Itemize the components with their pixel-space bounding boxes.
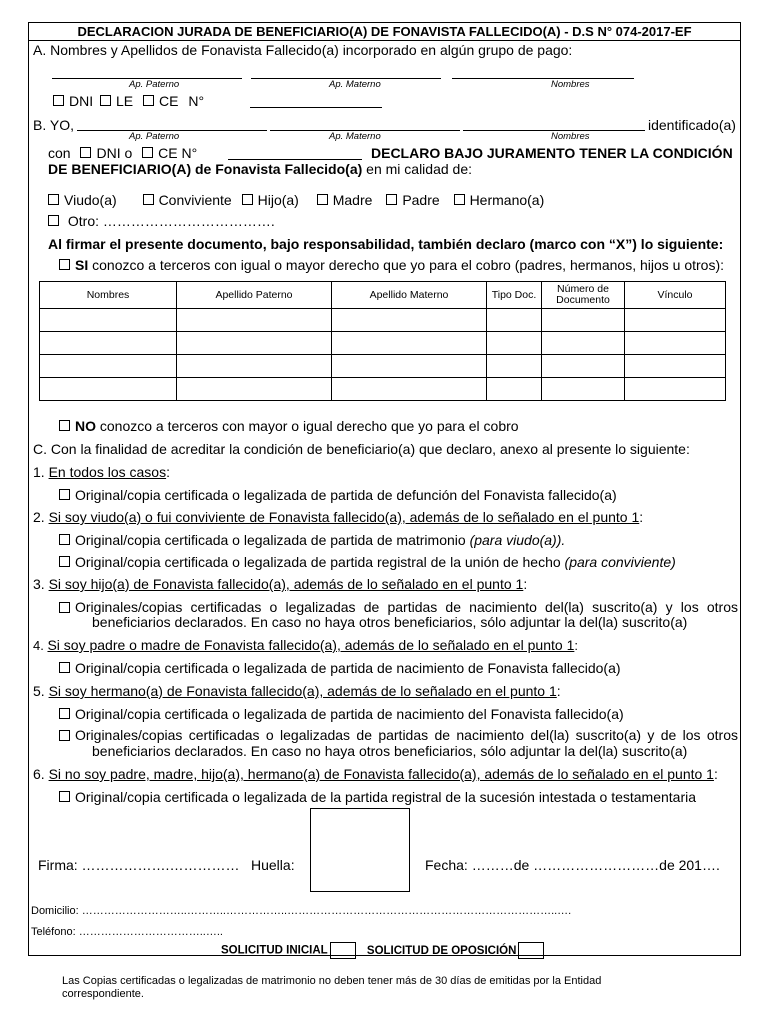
- no-row: [59, 418, 519, 434]
- hermano-checkbox[interactable]: [454, 194, 465, 205]
- si-checkbox[interactable]: [59, 259, 70, 270]
- b-declaro-line2: [48, 161, 472, 177]
- item-2b-checkbox[interactable]: [59, 556, 70, 567]
- item-2-title: Si soy viudo(a) o fui conviviente de Fonavista fallecido(a), además de lo señalado en el punto 1: [48, 509, 640, 525]
- table-row: [40, 332, 726, 355]
- section-c-heading: C. Con la finalidad de acreditar la condición de beneficiario(a) que declaro, anexo al presente lo siguiente:: [33, 441, 690, 457]
- a-nombres-field[interactable]: [452, 78, 634, 79]
- th-nombres: Nombres: [40, 282, 177, 309]
- a-label-paterno: Ap. Paterno: [129, 79, 180, 90]
- table-cell[interactable]: [625, 332, 726, 355]
- table-cell[interactable]: [177, 378, 332, 401]
- item-1-text: Original/copia certificada o legalizada de partida de defunción del Fonavista fallecido(a): [75, 487, 617, 503]
- padre-label: Padre: [402, 192, 440, 208]
- item-5a-checkbox[interactable]: [59, 708, 70, 719]
- table-row: [40, 378, 726, 401]
- fecha-field[interactable]: Fecha: ………de ………………………de 201….: [425, 857, 720, 873]
- domicilio-field[interactable]: Domicilio: ………………………..………..……………..………………………………………………………………..….: [31, 905, 572, 917]
- form-title: DECLARACION JURADA DE BENEFICIARIO(A) DE FONAVISTA FALLECIDO(A) - D.S N° 074-2017-EF: [29, 23, 740, 41]
- item-4-text: Original/copia certificada o legalizada de partida de nacimiento de Fonavista fallecido(a): [75, 660, 621, 676]
- item-3-title: Si soy hijo(a) de Fonavista fallecido(a), además de lo señalado en el punto 1: [48, 576, 524, 592]
- solicitud-inicial-box[interactable]: [330, 942, 356, 959]
- a-doc-options: [53, 93, 204, 109]
- table-cell[interactable]: [332, 355, 487, 378]
- b-yo: B. YO,: [33, 117, 74, 133]
- conviviente-checkbox[interactable]: [143, 194, 154, 205]
- table-cell[interactable]: [177, 355, 332, 378]
- no-label: NO: [75, 418, 96, 434]
- item-3-text-1: Originales/copias certificadas o legalizadas de partidas de nacimiento del(la) suscrito(a) y los otros: [75, 599, 738, 615]
- padre-checkbox[interactable]: [386, 194, 397, 205]
- table-row: [40, 355, 726, 378]
- table-cell[interactable]: [40, 378, 177, 401]
- item-2a-option: [59, 532, 565, 548]
- b-doc-num-field[interactable]: [228, 159, 362, 160]
- huella-label: Huella:: [251, 857, 295, 873]
- item-4-number: 4.: [33, 638, 44, 653]
- section-a-heading: A. Nombres y Apellidos de Fonavista Fallecido(a) incorporado en algún grupo de pago:: [33, 42, 573, 58]
- item-1-heading: 1. En todos los casos:: [33, 464, 170, 480]
- third-parties-table: [39, 281, 726, 401]
- a-dni-label: DNI: [69, 93, 94, 109]
- viudo-checkbox[interactable]: [48, 194, 59, 205]
- b-calidad: en mi calidad de:: [366, 161, 472, 177]
- a-le-label: LE: [116, 93, 134, 109]
- item-6-text: Original/copia certificada o legalizada de la partida registral de la sucesión intestada o testamentaria: [75, 789, 697, 805]
- otro-label: Otro: ……………………………….: [67, 213, 275, 229]
- footnote: Las Copias certificadas o legalizadas de matrimonio no deben tener más de 30 días de emitidas por la Entidad correspondiente.: [62, 975, 602, 1000]
- a-le-checkbox[interactable]: [100, 95, 111, 106]
- table-cell[interactable]: [542, 309, 625, 332]
- no-text: conozco a terceros con mayor o igual derecho que yo para el cobro: [99, 418, 519, 434]
- si-text: conozco a terceros con igual o mayor derecho que yo para el cobro (padres, hermanos, hijos u otros):: [92, 257, 725, 273]
- solicitud-row: [221, 942, 544, 959]
- table-cell[interactable]: [332, 332, 487, 355]
- a-doc-num-field[interactable]: [250, 107, 382, 108]
- item-5-title: Si soy hermano(a) de Fonavista fallecido(a), además de lo señalado en el punto 1: [48, 683, 557, 699]
- solicitud-oposicion-box[interactable]: [518, 942, 544, 959]
- item-3-number: 3.: [33, 576, 45, 592]
- madre-checkbox[interactable]: [317, 194, 328, 205]
- item-2a-checkbox[interactable]: [59, 534, 70, 545]
- b-declaro-bold: DE BENEFICIARIO(A) de Fonavista Fallecido(a): [48, 161, 363, 177]
- item-6-checkbox[interactable]: [59, 791, 70, 802]
- item-3-heading: 3. Si soy hijo(a) de Fonavista fallecido(a), además de lo señalado en el punto 1:: [33, 576, 528, 592]
- item-5a-text: Original/copia certificada o legalizada de partida de nacimiento del Fonavista fallecido(a): [75, 706, 624, 722]
- declaration-form: [28, 22, 741, 956]
- otro-row: [48, 213, 275, 229]
- table-cell[interactable]: [542, 378, 625, 401]
- b-label-materno: Ap. Materno: [329, 131, 381, 142]
- firmar-statement: Al firmar el presente documento, bajo responsabilidad, también declaro (marco con “X”) lo siguiente:: [48, 236, 724, 252]
- b-doc-row: [48, 145, 197, 161]
- item-3-checkbox[interactable]: [59, 602, 70, 613]
- item-5b-checkbox[interactable]: [59, 730, 70, 741]
- item-5b-text-2: beneficiarios declarados. En caso no haya otros beneficiarios, sólo adjuntar la del(la) suscrito(a): [92, 743, 688, 759]
- a-label-nombres: Nombres: [551, 79, 590, 90]
- th-numero-documento: Número de Documento: [542, 282, 625, 309]
- table-cell[interactable]: [625, 378, 726, 401]
- hijo-checkbox[interactable]: [242, 194, 253, 205]
- b-ce-n: CE N°: [158, 145, 198, 161]
- table-cell[interactable]: [177, 332, 332, 355]
- item-6-option: [59, 789, 696, 805]
- item-5-number: 5.: [33, 683, 45, 699]
- table-cell[interactable]: [625, 309, 726, 332]
- b-ce-checkbox[interactable]: [142, 147, 153, 158]
- solicitud-oposicion-label: SOLICITUD DE OPOSICIÓN: [366, 944, 517, 957]
- item-6-heading: 6. Si no soy padre, madre, hijo(a), hermano(a) de Fonavista fallecido(a), además de lo señalado en el punto 1:: [33, 766, 718, 782]
- si-label: SI: [75, 257, 89, 273]
- th-apellido-materno: Apellido Materno: [332, 282, 487, 309]
- si-row: [59, 257, 724, 273]
- table-header-row: [40, 282, 726, 309]
- table-cell[interactable]: [487, 332, 542, 355]
- item-5-heading: 5. Si soy hermano(a) de Fonavista fallecido(a), además de lo señalado en el punto 1:: [33, 683, 561, 699]
- telefono-field[interactable]: Teléfono: ……………………………..…..: [31, 926, 223, 938]
- solicitud-inicial-label: SOLICITUD INICIAL: [221, 944, 328, 957]
- hijo-label: Hijo(a): [257, 192, 299, 208]
- table-cell[interactable]: [487, 378, 542, 401]
- table-cell[interactable]: [177, 309, 332, 332]
- huella-box[interactable]: [310, 808, 410, 892]
- b-identificado: identificado(a): [648, 117, 736, 133]
- item-4-heading: 4. Si soy padre o madre de Fonavista fallecido(a), además de lo señalado en el punto 1:: [33, 637, 578, 653]
- b-label-nombres: Nombres: [551, 131, 590, 142]
- a-dni-checkbox[interactable]: [53, 95, 64, 106]
- item-1-title: En todos los casos: [48, 464, 167, 480]
- item-2-number: 2.: [33, 509, 45, 525]
- table-cell[interactable]: [40, 332, 177, 355]
- a-ce-checkbox[interactable]: [143, 95, 154, 106]
- viudo-label: Viudo(a): [64, 192, 117, 208]
- item-1-checkbox[interactable]: [59, 489, 70, 500]
- item-4-title: Si soy padre o madre de Fonavista fallecido(a), además de lo señalado en el punto 1: [47, 637, 575, 653]
- item-2a-text: Original/copia certificada o legalizada de partida de matrimonio: [75, 532, 466, 548]
- table-cell[interactable]: [332, 309, 487, 332]
- th-apellido-paterno: Apellido Paterno: [177, 282, 332, 309]
- a-ce-label: CE: [159, 93, 179, 109]
- item-2-heading: 2. Si soy viudo(a) o fui conviviente de Fonavista fallecido(a), además de lo señalado en el punto 1:: [33, 509, 644, 525]
- item-2b-text: Original/copia certificada o legalizada de partida registral de la unión de hecho: [75, 554, 561, 570]
- firma-field[interactable]: Firma: ……………….……………: [38, 857, 240, 873]
- item-3-text-2: beneficiarios declarados. En caso no haya otros beneficiarios, sólo adjuntar la del(la) suscrito(a): [92, 614, 688, 630]
- item-5a-option: [59, 706, 624, 722]
- item-3-checkbox-wrap: [59, 600, 75, 616]
- item-6-number: 6.: [33, 766, 45, 782]
- item-1-number: 1.: [33, 464, 45, 480]
- a-label-materno: Ap. Materno: [329, 79, 381, 90]
- table-cell[interactable]: [487, 355, 542, 378]
- item-2a-note: (para viudo(a)).: [469, 532, 566, 548]
- item-2b-option: [59, 554, 676, 570]
- b-con: con: [48, 145, 71, 161]
- item-6-title: Si no soy padre, madre, hijo(a), hermano(a) de Fonavista fallecido(a), además de lo señalado en el punto 1: [48, 766, 714, 782]
- item-4-checkbox[interactable]: [59, 662, 70, 673]
- table-cell[interactable]: [542, 355, 625, 378]
- item-2b-note: (para conviviente): [564, 554, 676, 570]
- item-1-option: [59, 487, 617, 503]
- item-4-option: [59, 660, 621, 676]
- relation-options: [48, 192, 544, 208]
- b-dni-o: DNI o: [96, 145, 133, 161]
- table-cell[interactable]: [625, 355, 726, 378]
- table-cell[interactable]: [487, 309, 542, 332]
- b-declaro-line1: DECLARO BAJO JURAMENTO TENER LA CONDICIÓN: [371, 145, 733, 161]
- b-dni-checkbox[interactable]: [80, 147, 91, 158]
- item-5b-text-1: Originales/copias certificadas o legalizadas de partidas de nacimiento del(la) suscrito(a) y de los otros: [75, 727, 738, 743]
- table-row: [40, 309, 726, 332]
- table-cell[interactable]: [332, 378, 487, 401]
- no-checkbox[interactable]: [59, 420, 70, 431]
- a-doc-num-label: N°: [188, 93, 205, 109]
- madre-label: Madre: [332, 192, 373, 208]
- table-cell[interactable]: [40, 355, 177, 378]
- th-tipo-doc: Tipo Doc.: [487, 282, 542, 309]
- th-vinculo: Vínculo: [625, 282, 726, 309]
- table-cell[interactable]: [542, 332, 625, 355]
- otro-checkbox[interactable]: [48, 215, 59, 226]
- b-label-paterno: Ap. Paterno: [129, 131, 180, 142]
- hermano-label: Hermano(a): [469, 192, 545, 208]
- item-5b-checkbox-wrap: [59, 728, 75, 744]
- table-cell[interactable]: [40, 309, 177, 332]
- conviviente-label: Conviviente: [158, 192, 232, 208]
